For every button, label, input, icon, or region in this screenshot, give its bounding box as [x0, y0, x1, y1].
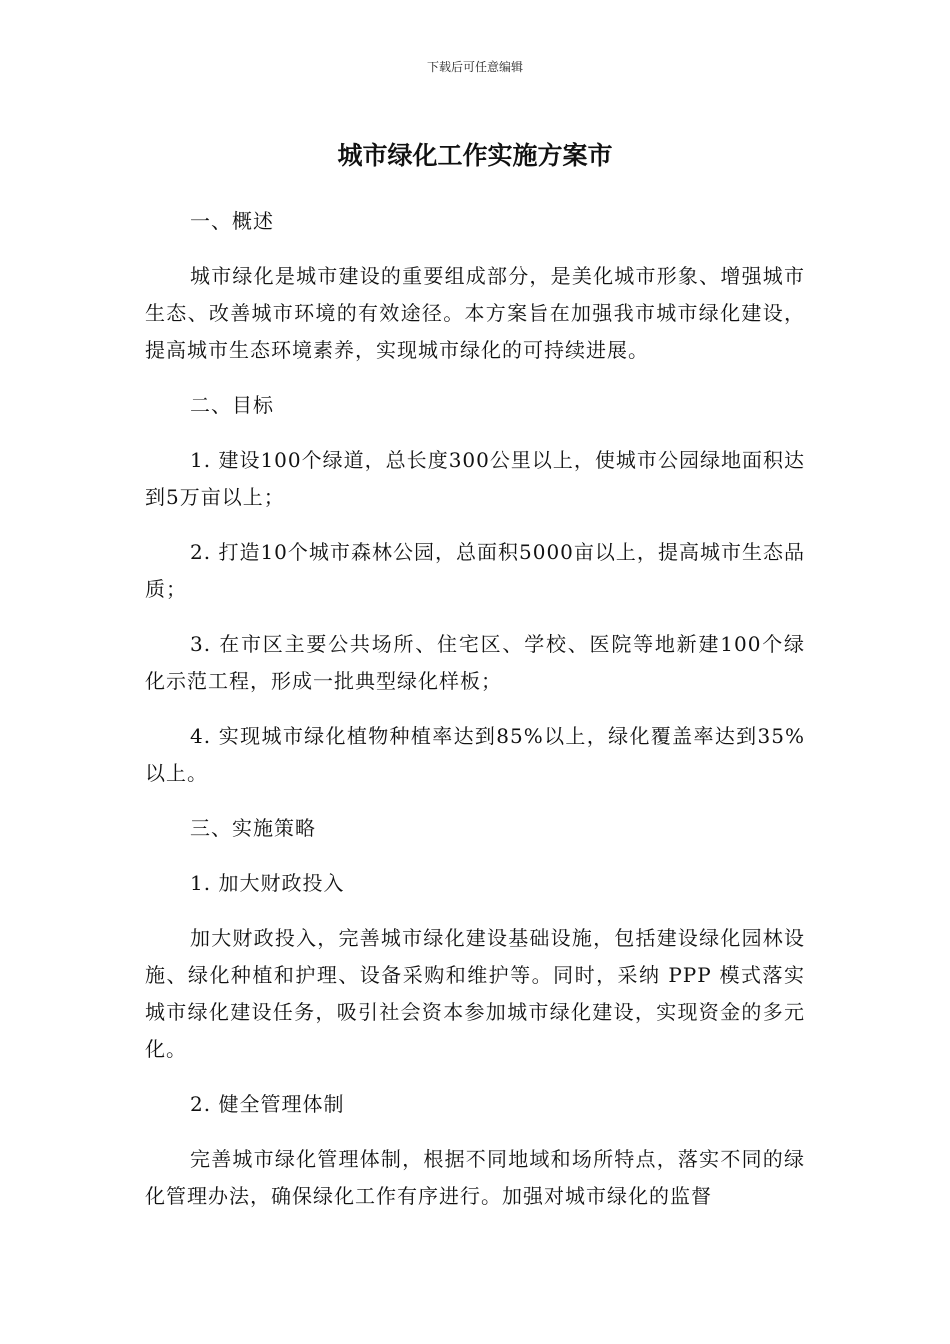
goal-item-1: 1. 建设100个绿道，总长度300公里以上，使城市公园绿地面积达到5万亩以上；: [145, 448, 805, 509]
strategy-heading-1: 1. 加大财政投入: [190, 871, 345, 895]
document-title: 城市绿化工作实施方案市: [337, 141, 613, 170]
section-heading-strategy: 三、实施策略: [190, 816, 316, 840]
strategy-heading-2: 2. 健全管理体制: [190, 1092, 345, 1116]
goal-item-2: 2. 打造10个城市森林公园，总面积5000亩以上，提高城市生态品质；: [145, 540, 805, 601]
section-heading-goals: 二、目标: [190, 393, 274, 417]
section-heading-overview: 一、概述: [190, 209, 274, 233]
strategy-paragraph-1: 加大财政投入，完善城市绿化建设基础设施，包括建设绿化园林设施、绿化种植和护理、设备采购和维护等。同时，采纳 PPP 模式落实城市绿化建设任务，吸引社会资本参加城市绿化建设，实现资金的多元化。: [145, 926, 805, 1061]
strategy-paragraph-2: 完善城市绿化管理体制，根据不同地域和场所特点，落实不同的绿化管理办法，确保绿化工作有序进行。加强对城市绿化的监督: [145, 1147, 805, 1208]
header-note: 下载后可任意编辑: [426, 60, 523, 74]
paragraph-overview: 城市绿化是城市建设的重要组成部分，是美化城市形象、增强城市生态、改善城市环境的有效途径。本方案旨在加强我市城市绿化建设，提高城市生态环境素养，实现城市绿化的可持续进展。: [145, 264, 805, 362]
goal-item-4: 4. 实现城市绿化植物种植率达到85%以上，绿化覆盖率达到35%以上。: [145, 724, 805, 785]
document-body: [145, 203, 805, 1233]
goal-item-3: 3. 在市区主要公共场所、住宅区、学校、医院等地新建100个绿化示范工程，形成一批典型绿化样板；: [145, 632, 805, 693]
